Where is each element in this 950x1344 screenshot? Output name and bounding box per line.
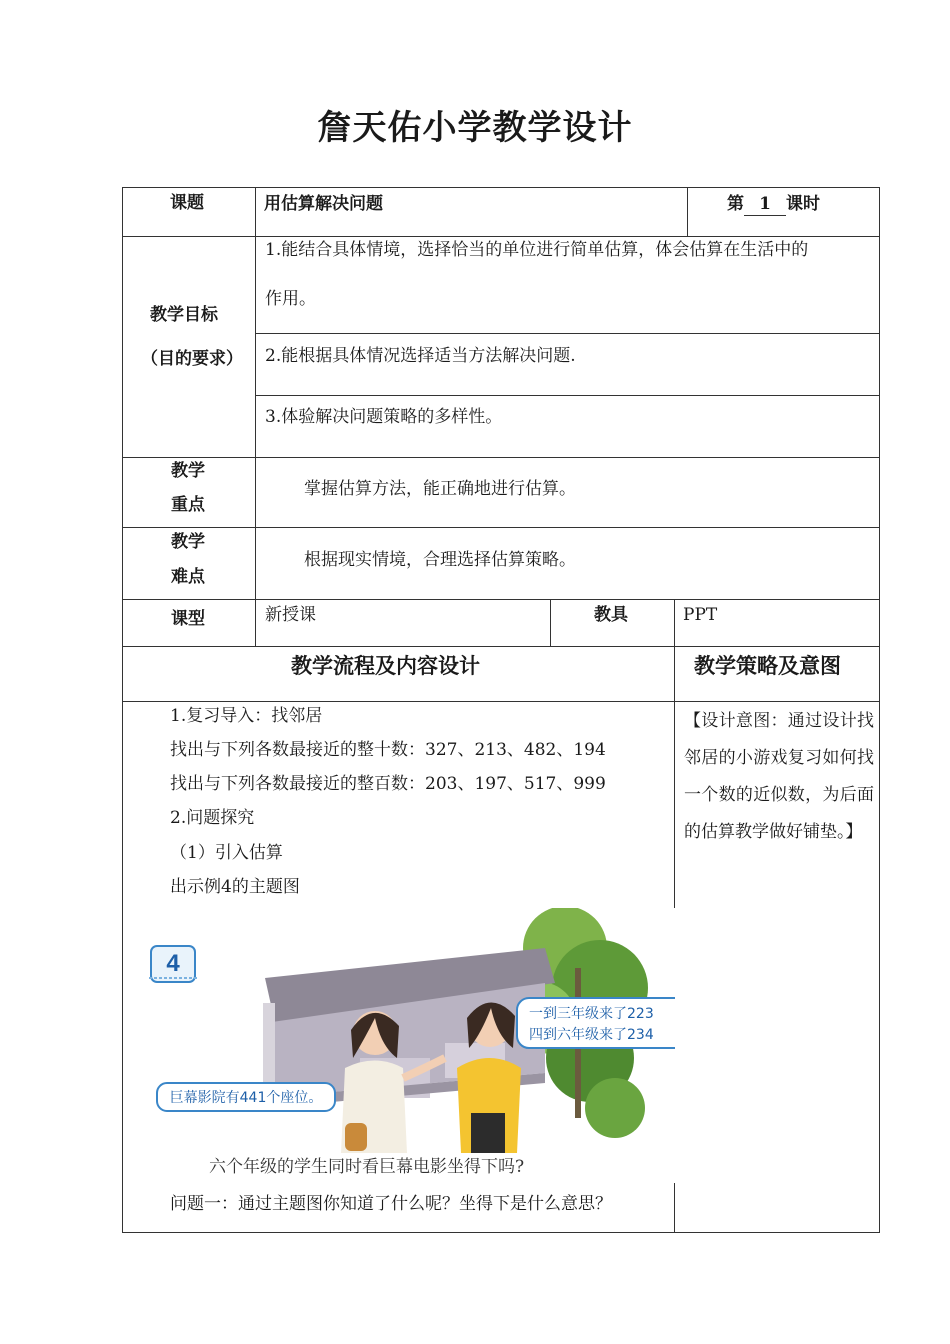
teaching-tools-value: PPT — [683, 605, 718, 625]
process-line: 1.复习导入：找邻居 — [170, 706, 323, 726]
goal-1-line-1: 1.能结合具体情境，选择恰当的单位进行简单估算，体会估算在生活中的 — [265, 240, 809, 260]
teaching-tools-label: 教具 — [594, 605, 628, 625]
example-illustration — [145, 908, 675, 1183]
period-suffix: 课时 — [786, 194, 820, 214]
design-intent-text: 【设计意图：通过设计找邻居的小游戏复习如何找一个数的近似数，为后面的估算教学做好铺垫。】 — [684, 711, 874, 842]
strategy-heading: 教学策略及意图 — [694, 653, 841, 678]
key-point-content: 掌握估算方法，能正确地进行估算。 — [304, 479, 576, 499]
difficulty-label-2: 难点 — [171, 567, 205, 587]
key-point-label-1: 教学 — [171, 461, 205, 481]
bubble-right-line-1: 一到三年级来了223 — [529, 1006, 654, 1022]
goals-label: 教学目标 — [150, 305, 218, 325]
lesson-type-label: 课型 — [171, 609, 205, 629]
goal-3: 3.体验解决问题策略的多样性。 — [265, 407, 503, 427]
topic-label: 课题 — [170, 193, 204, 213]
lesson-type-value: 新授课 — [265, 605, 316, 625]
topic-value: 用估算解决问题 — [264, 194, 383, 214]
period-number: 1 — [744, 193, 786, 216]
process-line: 找出与下列各数最接近的整十数：327、213、482、194 — [170, 740, 606, 760]
key-point-label-2: 重点 — [171, 495, 205, 515]
illustration-caption: 六个年级的学生同时看巨幕电影坐得下吗? — [209, 1157, 525, 1177]
process-line: （1）引入估算 — [170, 843, 283, 863]
difficulty-content: 根据现实情境，合理选择估算策略。 — [304, 550, 576, 570]
page-title: 詹天佑小学教学设计 — [317, 108, 633, 148]
question-1: 问题一：通过主题图你知道了什么呢？坐得下是什么意思？ — [170, 1194, 612, 1214]
process-line: 出示例4的主题图 — [170, 877, 300, 897]
process-line: 找出与下列各数最接近的整百数：203、197、517、999 — [170, 774, 606, 794]
goal-2: 2.能根据具体情况选择适当方法解决问题. — [265, 346, 576, 366]
difficulty-label-1: 教学 — [171, 532, 205, 552]
period-field — [727, 193, 820, 216]
period-prefix: 第 — [727, 194, 744, 214]
process-heading: 教学流程及内容设计 — [291, 653, 480, 678]
process-line: 2.问题探究 — [170, 808, 255, 828]
goals-sublabel: （目的要求） — [141, 349, 243, 369]
example-number: 4 — [166, 950, 180, 977]
bubble-right-line-2: 四到六年级来了234 — [529, 1027, 654, 1043]
bubble-left-text: 巨幕影院有441个座位。 — [169, 1090, 323, 1106]
goal-1-line-2: 作用。 — [265, 289, 316, 309]
